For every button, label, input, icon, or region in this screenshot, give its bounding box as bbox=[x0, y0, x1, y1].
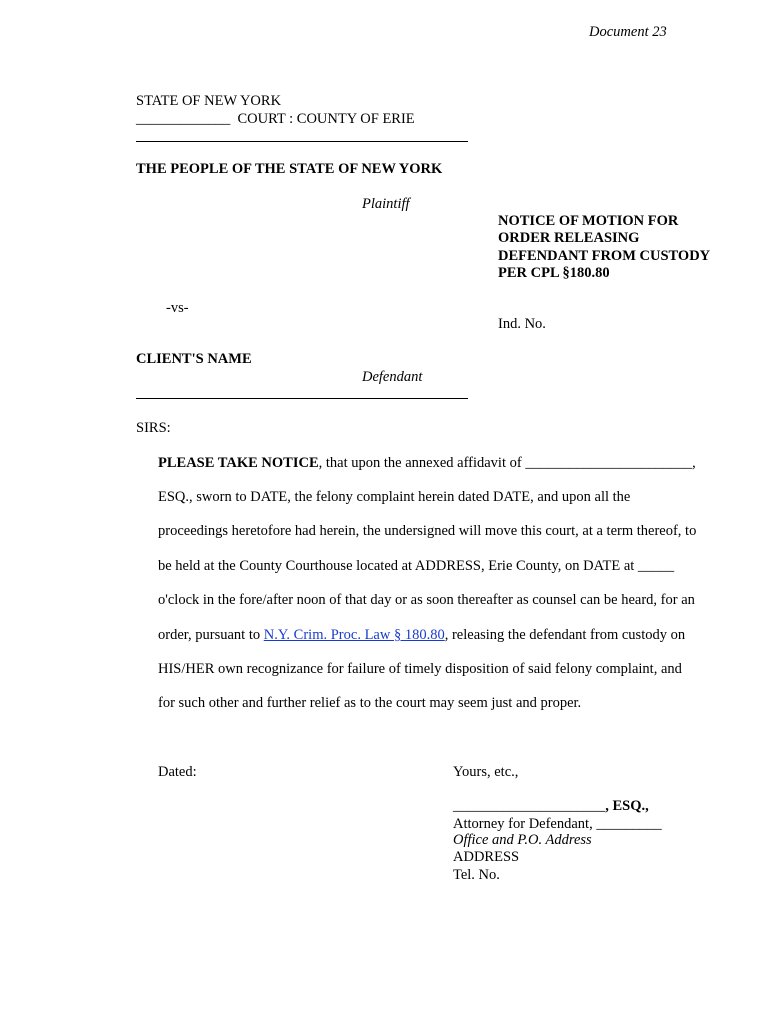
signature-line bbox=[453, 798, 649, 815]
plaintiff-label: Plaintiff bbox=[362, 196, 410, 212]
signature-blank: _____________________ bbox=[453, 798, 606, 814]
state-heading: STATE OF NEW YORK bbox=[136, 93, 282, 109]
body-line-6 bbox=[158, 627, 685, 644]
caption-top-rule bbox=[136, 141, 468, 142]
body-line-2: ESQ., sworn to DATE, the felony complaint herein dated DATE, and upon all the bbox=[158, 489, 631, 505]
title-line-4: PER CPL §180.80 bbox=[498, 265, 610, 281]
court-blank: _____________ bbox=[136, 111, 231, 127]
document-number: Document 23 bbox=[589, 24, 667, 40]
signature-esq: , ESQ., bbox=[605, 798, 649, 814]
salutation: SIRS: bbox=[136, 420, 171, 436]
body-line-1-rest: , that upon the annexed affidavit of _______________________, bbox=[318, 455, 696, 471]
body-line-3: proceedings heretofore had herein, the undersigned will move this court, at a term thereof, to bbox=[158, 523, 697, 539]
body-line-1 bbox=[158, 455, 696, 472]
yours-etc: Yours, etc., bbox=[453, 764, 519, 780]
body-line-4: be held at the County Courthouse located at ADDRESS, Erie County, on DATE at _____ bbox=[158, 558, 675, 574]
notice-lead: PLEASE TAKE NOTICE bbox=[158, 455, 319, 471]
index-number: Ind. No. bbox=[498, 316, 546, 332]
title-line-3: DEFENDANT FROM CUSTODY bbox=[498, 248, 711, 264]
client-name: CLIENT'S NAME bbox=[136, 351, 252, 367]
body-line-6-post: , releasing the defendant from custody on bbox=[444, 627, 686, 643]
people-heading: THE PEOPLE OF THE STATE OF NEW YORK bbox=[136, 161, 443, 177]
court-line bbox=[136, 111, 415, 128]
title-line-2: ORDER RELEASING bbox=[498, 230, 640, 246]
telephone-line: Tel. No. bbox=[453, 867, 500, 883]
body-line-5: o'clock in the fore/after noon of that day or as soon thereafter as counsel can be heard, for an bbox=[158, 592, 695, 608]
body-line-8: for such other and further relief as to the court may seem just and proper. bbox=[158, 695, 582, 711]
address-line: ADDRESS bbox=[453, 849, 520, 865]
dated-label: Dated: bbox=[158, 764, 197, 780]
attorney-line: Attorney for Defendant, _________ bbox=[453, 816, 662, 832]
office-address-label: Office and P.O. Address bbox=[453, 832, 592, 848]
versus-label: -vs- bbox=[166, 300, 189, 316]
cpl-180-80-link[interactable]: N.Y. Crim. Proc. Law § 180.80 bbox=[263, 627, 445, 643]
title-line-1: NOTICE OF MOTION FOR bbox=[498, 213, 679, 229]
defendant-label: Defendant bbox=[362, 369, 423, 385]
court-name: COURT : COUNTY OF ERIE bbox=[237, 111, 415, 127]
body-line-7: HIS/HER own recognizance for failure of timely disposition of said felony complaint, and bbox=[158, 661, 682, 677]
body-line-6-pre: order, pursuant to bbox=[158, 627, 264, 643]
caption-bottom-rule bbox=[136, 398, 468, 399]
